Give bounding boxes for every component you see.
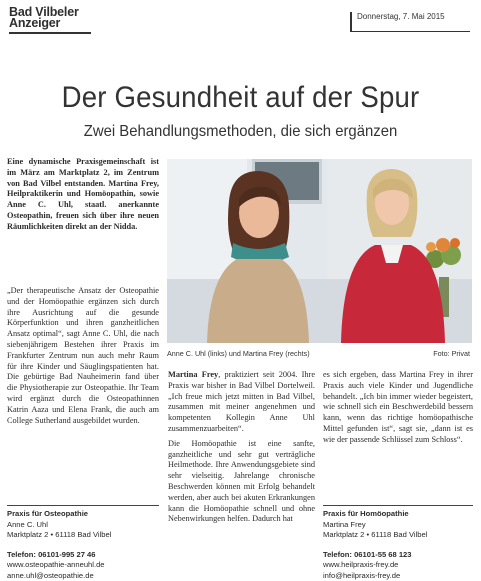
photo-caption-row (167, 349, 472, 358)
article-lead (7, 157, 159, 233)
photo-caption: Anne C. Uhl (links) und Martina Frey (rechts) (167, 349, 310, 358)
masthead-rule (9, 32, 91, 34)
column-2-paragraph-1 (168, 370, 315, 435)
column-2-text-1: , praktiziert seit 2004. Ihre Praxis war bisher in Bad Vilbel Dortelweil. „Ich freue mich jetzt mitten in Bad Vilbel, zusammen mit meiner angenehmen und kompetenten Kollegin Anne Uhl zusammenzuarbeiten“. (168, 370, 315, 433)
contact-name: Martina Frey (323, 520, 473, 531)
article-column-2 (168, 370, 315, 525)
photo-illustration (167, 159, 472, 343)
contact-box-osteopathy (7, 505, 159, 581)
contact-rule (323, 505, 473, 506)
contact-phone: Telefon: 06101-995 27 46 (7, 550, 159, 561)
column-2-paragraph-2: Die Homöopathie ist eine sanfte, ganzheitliche und sehr gut verträgliche Heilmethode. Ihre Anwendungsgebiete sind sehr vielseitig. Jahrelange chronische Beschwerden können mit Erfolg behandelt werden, aber auch bei akuten Erkrankungen kann die Homöopathie schnell und ohne Nebenwirkungen helfen. Dadurch hat (168, 439, 315, 525)
photo-credit: Foto: Privat (433, 349, 470, 358)
article-column-3 (323, 370, 473, 446)
article-subheadline: Zwei Behandlungsmethoden, die sich ergänzen (17, 123, 464, 141)
contact-website-link[interactable]: www.heilpraxis-frey.de (323, 560, 473, 571)
date-rule (352, 31, 470, 33)
article-column-1 (7, 286, 159, 426)
contact-phone: Telefon: 06101-55 68 123 (323, 550, 473, 561)
contact-title: Praxis für Osteopathie (7, 509, 159, 520)
column-2-name: Martina Frey (168, 370, 218, 379)
contact-email-link[interactable]: info@heilpraxis-frey.de (323, 571, 473, 581)
issue-date (350, 12, 468, 32)
column-1-text: „Der therapeutische Ansatz der Osteopathie und der Homöopathie ergänzen sich durch ihre Ausrichtung auf die gesunde Körperfunktion und ihren ganzheitlichen Ansatz optimal“, sagt Anne C. Uhl, die nach siebenjährigem Bestehen ihrer Praxis im Frankfurter Zentrum nun auch mehr Raum für ihre Kinder und Säuglingspatienten hat. Die gebürtige Bad Nauheimerin fand über die Physiotherapie zur Osteopathie. Ihr Team wird ergänzt durch die Osteopathinnen Katrin Aaza und Elena Frank, die auch am College Sutherland ausgebildet wurden. (7, 286, 159, 426)
issue-date-text: Donnerstag, 7. Mai 2015 (357, 12, 445, 21)
contact-address: Marktplatz 2 • 61118 Bad Vilbel (323, 530, 473, 541)
masthead-line1: Bad Vilbeler (9, 7, 159, 18)
contact-website-link[interactable]: www.osteopathie-anneuhl.de (7, 560, 159, 571)
newspaper-masthead (9, 7, 159, 34)
article-headline: Der Gesundheit auf der Spur (19, 81, 462, 115)
article-photo (167, 159, 472, 343)
contact-email-link[interactable]: anne.uhl@osteopathie.de (7, 571, 159, 581)
lead-text: Eine dynamische Praxisgemeinschaft ist im März am Marktplatz 2, im Zentrum von Bad Vilbel entstanden. Martina Frey, Heilpraktikerin und Homöopathin, sowie Anne C. Uhl, staatl. anerkannte Osteopathin, freuen sich über ihre neuen Räumlichkeiten direkt an der Nidda. (7, 157, 159, 233)
contact-title: Praxis für Homöopathie (323, 509, 473, 520)
contact-name: Anne C. Uhl (7, 520, 159, 531)
masthead-line2: Anzeiger (9, 18, 159, 29)
contact-rule (7, 505, 159, 506)
contact-box-homeopathy (323, 505, 473, 581)
contact-address: Marktplatz 2 • 61118 Bad Vilbel (7, 530, 159, 541)
column-3-text: es sich ergeben, dass Martina Frey in ihrer Praxis auch viele Kinder und Jugendliche behandelt. „Ich bin immer wieder begeistert, wie schnell sich ein Beschwerdebild bessern kann, wenn das richtige homöopathische Mittel gefunden ist“, sagt sie, „dann ist es wie der passende Schlüssel zum Schloss“. (323, 370, 473, 446)
